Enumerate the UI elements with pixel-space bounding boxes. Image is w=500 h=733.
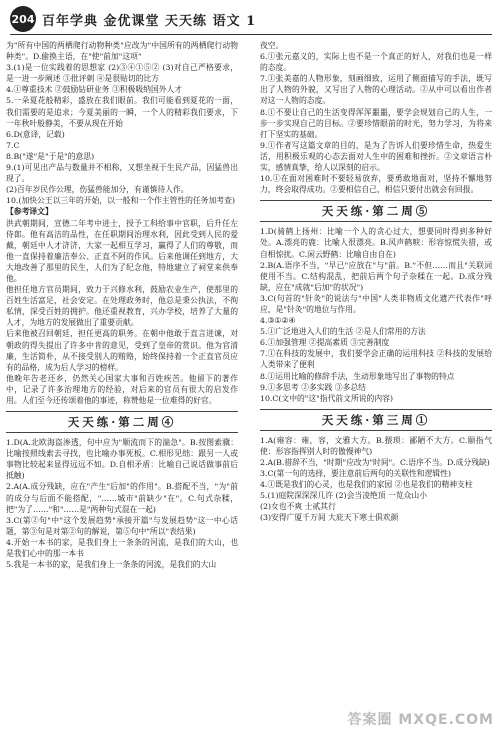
answer-paragraph: 7.C (6, 140, 20, 150)
answer-paragraph: 5.①广泛地进入人们的生活 ②是人们常用的方法 (260, 327, 426, 337)
left-column (6, 40, 238, 730)
page-number-badge (10, 6, 36, 32)
answer-paragraph: 6.①张元嘉义的，实际上也不是一个真正的好人，对我们也是一样的态度。 (260, 52, 492, 73)
answer-paragraph: 8.①运用比喻的修辞手法，生动形象地写出了事物的特点 (260, 371, 455, 381)
translation-paragraph: 他担任地方官员期间，致力于兴修水利，鼓励农业生产，使那里的百姓生活富足，社会安定。在处理政务时，他总是秉公执法，不徇私情，深受百姓的拥护。他还重视教育，兴办学校，培养了大量的人才，为地方的发展做出了重要贡献。 (6, 285, 238, 328)
section-heading: 天天练·第二周④ (6, 411, 238, 433)
page-header (6, 4, 494, 34)
translation-label: 【参考译文】 (6, 207, 53, 217)
answer-paragraph: 9.①作者写这篇文章的目的，是为了告诉人们要珍惜生命，热爱生活，用积极乐观的心态去面对人生中的困难和挫折。②文章语言朴实，感情真挚，给人以深刻的启示。 (260, 140, 492, 173)
header-divider (10, 34, 492, 35)
answer-paragraph: 10.①在面对困难时不要轻易放弃，要勇敢地面对，坚持不懈地努力，终会取得成功。②要相信自己，相信只要付出就会有回报。 (260, 174, 492, 195)
translation-paragraph: 后来他被召回朝廷，担任更高的职务。在朝中他敢于直言进谏，对朝政的得失提出了许多中肯的意见，受到了皇帝的赏识。他为官清廉，生活简朴，从不接受别人的贿赂，始终保持着一个正直官员应有的品格，成为后人学习的榜样。 (6, 329, 238, 372)
answer-paragraph: (2)女也不爽 士贰其行 (260, 502, 336, 512)
answer-paragraph: 2.A(B.措辞不当，"时期"应改为"时间"。C.语序不当。D.成分残缺) (260, 458, 490, 467)
answer-paragraph: 1.D(A.北欧海盗渗透，句中应为"顺流而下的湍急"。B.按图索骥：比喻按照线索去寻找，也比喻办事死板。C.相形见绌：跟另一人或事物比较起来显得远远不如。D.自相矛盾：比喻自己说话做事前后抵触) (6, 438, 238, 481)
answer-paragraph: 1.A(雍容：雍，容，文雅大方。B.猥琐：鄙陋不大方。C.颐指气使：形容指挥别人时的傲慢神气) (260, 435, 492, 456)
right-column (260, 40, 492, 730)
section-heading: 天天练·第三周① (260, 409, 492, 431)
translation-paragraph: 他晚年告老还乡，仍然关心国家大事和百姓疾苦。他留下的著作中，记录了许多治理地方的经验，对后来的官员有很大的启发作用。人们至今还传颂着他的事迹，称赞他是一位难得的好官。 (6, 373, 238, 405)
answer-paragraph: 2.A(A.成分残缺，应在"产生"后加"的作用"。B.搭配不当，"为"前的成分与后面不能搭配，"……城市"前缺少"在"。C.句式杂糅，把"为了……"和"……是"两种句式混在一起) (6, 482, 238, 514)
answer-paragraph: 6.①加强管理 ②提高素质 ③完善制度 (260, 338, 390, 348)
answer-paragraph: 3.C(第一句的选择，要注意前后两句的关联性和逻辑性) (260, 469, 452, 479)
answer-paragraph: 7.①张美嘉的人物形象，刻画细致，运用了侧面描写的手法，既写出了人物的外貌，又写出了人物的心理活动。②从中可以看出作者对这一人物的态度。 (260, 74, 492, 106)
page-number: 204 (11, 12, 35, 26)
answer-paragraph: 9.①多思考 ②多实践 ③多总结 (260, 382, 366, 392)
answer-paragraph: 8.①不要让自己的生活变得浑浑噩噩，要学会规划自己的人生，一步一步实现自己的目标。②要珍惜眼前的时光，努力学习，为将来打下坚实的基础。 (260, 107, 492, 139)
answer-paragraph: 4.①既是我们的心灵，也是我们的家园 ②也是我们的精神支柱 (260, 480, 473, 490)
translation-paragraph: 洪武朝期间，宣德二年考中进士，授予工科给事中官职，后升任左侍郎。他有高洁的品性，在任职期间治理水利，因此受到人民的爱戴，朝廷中人才济济，大家一起相互学习，赢得了人们的尊敬，而他一直保持着廉洁奉公、正直不阿的作风。后来他调任到地方，大大地改善了那里的民生，人们为了纪念他，特地建立了祠堂来供奉他。 (6, 218, 238, 283)
answer-paragraph: 7.①在科技的发展中，我们要学会正确的运用科技 ②科技的发展给人类带来了便利 (260, 349, 492, 370)
answer-paragraph: 夜空。 (260, 41, 284, 50)
answer-paragraph: 4.①尊重技术 ②鼓励钻研业务 ③积极吸纳国外人才 (6, 85, 183, 95)
answer-paragraph: 8.B("遂"是"于是"的意思) (6, 151, 95, 161)
answer-paragraph: 5.一朵夏花般精彩，盛放在我们眼前。我们可能看到夏花的一面，我们需要的是追求；今夏美丽的一瞬，一个人的精彩我们要求，下一年秋叶般静美，不要从现在开始 (6, 96, 238, 128)
answer-paragraph: 4.开始一本书的家，是我们身上一条条的河流，是我们的大山，也是我们心中的那一本书 (6, 537, 238, 559)
header-title: 百年学典 金优课堂 天天练 语文 1 (42, 14, 257, 29)
answer-paragraph: (2)百年岁民作公理，伤猛兽能加分，有谨慎待人作。 (6, 185, 189, 195)
answer-paragraph: 10.(加快公王以三年的开始，以一般和一个作主管性的任务加考查) (6, 196, 235, 206)
answer-paragraph: (3)安得广厦千万间 大庇天下寒士俱欢颜 (260, 513, 399, 523)
answer-paragraph: 3.C(句首的"针灸"的说法与"中国"人类非物质文化遗产代表作"呼应，是"针灸"的地位与作用。 (260, 293, 492, 314)
answer-paragraph: 2.B(A.语序不当，"早已"应放在"与"前。B."不但……而且"关联词使用不当。C.结构混乱，把前后两个句子杂糅在一起。D.成分残缺，应在"成就"后加"的状况") (260, 260, 492, 292)
answer-paragraph: 1.D(骑鹤上扬州：比喻一个人的贪心过大，想要同时得到多种好处。A.漂亮的鹿：比喻人很漂亮。B.风声鹤唳：形容惊慌失措，或自相惊扰。C.闲云野鹤：比喻自由自在) (260, 227, 492, 259)
answer-paragraph: 9.(1)可见出产品与数量并不相称，又想坐视于生民产品，因猛兽出现了。 (6, 163, 238, 184)
section-heading: 天天练·第二周⑤ (260, 200, 492, 222)
answer-paragraph: 5.(1)庭院深深深几许 (2)会当凌绝顶 一览众山小 (260, 491, 428, 501)
answer-paragraph: 4.③①②④ (260, 316, 296, 326)
answer-paragraph: 10.C(文中的"这"指代前文所说的内容) (260, 393, 393, 403)
answer-paragraph: 3.C(第②句"中"这个发展趋势"承接开篇"与发展趋势"这一中心话题，第③句是对第②句的解说，第⑤句中"所以"表结果) (6, 515, 238, 536)
watermark: 答案圈 MXQE.COM (347, 712, 494, 728)
answer-paragraph: 为"所有中国的两栖爬行动物种类"应改为"中国所有的两栖爬行动物种类"。D.偷换主语，在"使"前加"这项" (6, 41, 238, 62)
answer-paragraph: 3.(1)是一位实践着的思想家 (2)③④①⑤② (3)对自己严格要求，是一进一步阐述 ③批评刺 ④是很贴切的比方 (6, 63, 238, 84)
answer-paragraph: 5.我是一本书的家，是我们身上一条条的河流，是我们的大山 (6, 560, 217, 570)
answer-paragraph: 6.D(意译，记载) (6, 129, 65, 139)
